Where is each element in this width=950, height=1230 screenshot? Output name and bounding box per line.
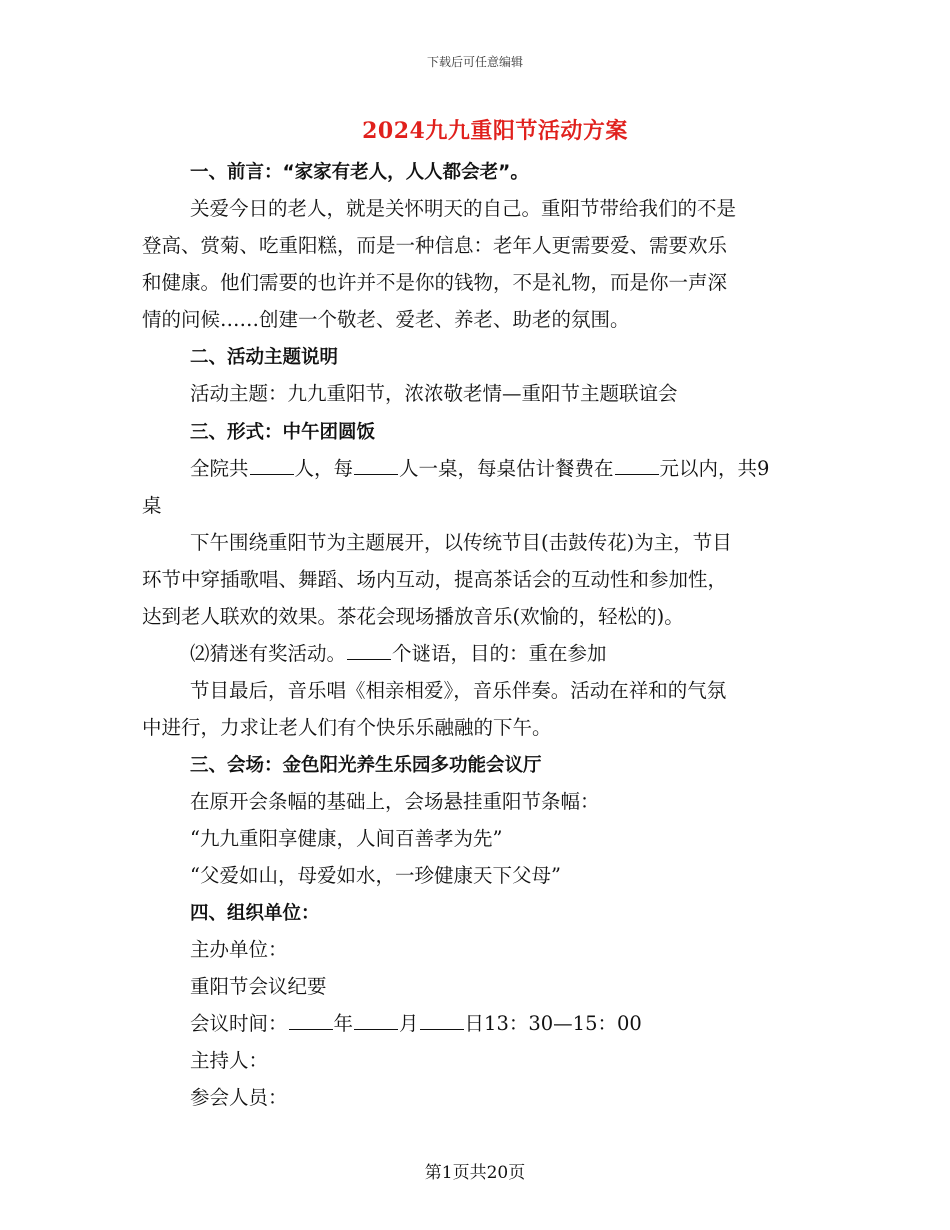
riddle-text: ⑵猜迷有奖活动。	[190, 642, 347, 665]
fill-blank	[250, 456, 294, 475]
riddle-text: 个谜语，目的：重在参加	[392, 642, 607, 665]
form-text: 人，每	[294, 457, 354, 480]
theme-text: 活动主题：九九重阳节，浓浓敬老情—重阳节主题联谊会	[190, 382, 678, 405]
form-heading: 三、形式：中午团圆饭	[190, 422, 376, 443]
fill-blank	[420, 1011, 464, 1030]
fill-blank	[347, 641, 391, 660]
fill-blank	[354, 456, 398, 475]
minutes-title: 重阳节会议纪要	[190, 975, 327, 998]
banner-text: “父爱如山，母爱如水，一珍健康天下父母”	[190, 864, 561, 887]
moderator-line: 主持人：	[190, 1049, 269, 1072]
banner-text: “九九重阳享健康，人间百善孝为先”	[190, 827, 503, 850]
form-line	[190, 453, 769, 481]
org-host: 主办单位：	[190, 938, 288, 961]
preface-heading: 一、前言：“家家有老人，人人都会老”。	[190, 162, 529, 183]
venue-heading: 三、会场：金色阳光养生乐园多功能会议厅	[190, 755, 542, 776]
preface-line: 情的问候……创建一个敬老、爱老、养老、助老的氛围。	[142, 308, 630, 331]
ending-line: 中进行，力求让老人们有个快乐乐融融的下午。	[142, 716, 552, 739]
fill-blank	[354, 1011, 398, 1030]
form-text: 全院共	[190, 457, 249, 480]
ending-line: 节目最后，音乐唱《相亲相爱》，音乐伴奏。活动在祥和的气氛	[190, 679, 727, 702]
fill-blank	[615, 456, 659, 475]
attendees-line: 参会人员：	[190, 1086, 288, 1109]
meeting-time-text: 月	[399, 1012, 419, 1035]
header-note: 下载后可任意编辑	[426, 55, 523, 69]
meeting-time-text: 会议时间：	[190, 1012, 288, 1035]
afternoon-line: 环节中穿插歌唱、舞蹈、场内互动，提高茶话会的互动性和参加性，	[142, 568, 728, 591]
preface-line: 关爱今日的老人，就是关怀明天的自己。重阳节带给我们的不是	[190, 197, 737, 220]
meeting-time-text: 日13：30—15：00	[464, 1012, 642, 1035]
meeting-time-line	[190, 1008, 642, 1036]
form-text: 人一桌，每桌估计餐费在	[399, 457, 614, 480]
meeting-time-text: 年	[333, 1012, 354, 1035]
venue-line: 在原开会条幅的基础上，会场悬挂重阳节条幅：	[190, 790, 600, 813]
org-heading: 四、组织单位：	[190, 903, 320, 924]
theme-heading: 二、活动主题说明	[190, 347, 339, 368]
form-line-wrap: 桌	[142, 494, 162, 517]
riddle-line	[190, 638, 607, 666]
page-footer: 第1页共20页	[424, 1163, 526, 1183]
afternoon-line: 达到老人联欢的效果。茶花会现场播放音乐(欢愉的，轻松的)。	[142, 605, 684, 628]
preface-line: 和健康。他们需要的也许并不是你的钱物，不是礼物，而是你一声深	[142, 271, 728, 294]
fill-blank	[289, 1011, 333, 1030]
document-title: 2024九九重阳节活动方案	[362, 118, 628, 144]
preface-line: 登高、赏菊、吃重阳糕，而是一种信息：老年人更需要爱、需要欢乐	[142, 234, 728, 257]
afternoon-line: 下午围绕重阳节为主题展开，以传统节目(击鼓传花)为主，节目	[190, 531, 732, 554]
form-text: 元以内，共9	[659, 457, 770, 480]
